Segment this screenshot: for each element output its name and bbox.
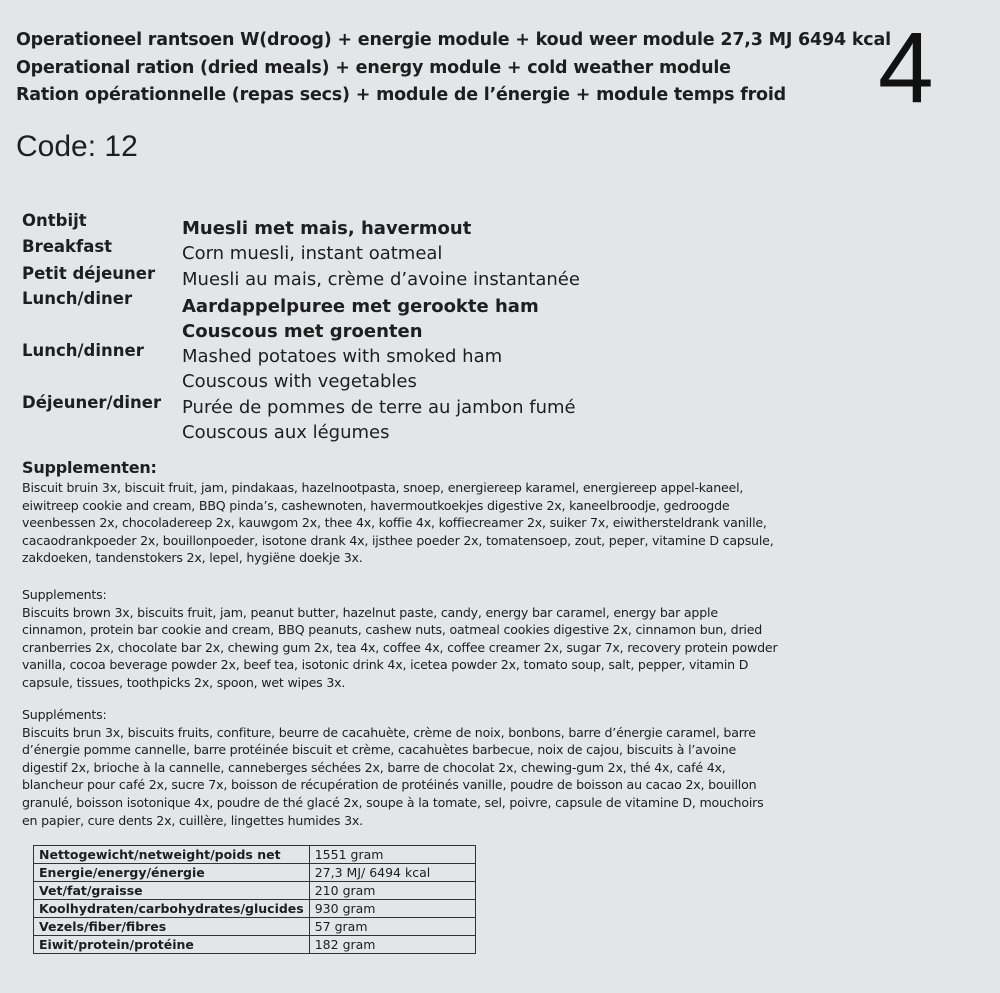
meal-item: Couscous met groenten (182, 321, 423, 342)
title-english: Operational ration (dried meals) + energy module + cold weather module (16, 58, 731, 78)
meal-item: Purée de pommes de terre au jambon fumé (182, 397, 576, 418)
table-row (34, 846, 476, 864)
meal-item: Couscous aux légumes (182, 422, 390, 443)
supplements-heading: Supplements: (22, 587, 107, 602)
table-row (34, 864, 476, 882)
nutrient-value: 210 gram (309, 882, 475, 900)
nutrient-label: Nettogewicht/netweight/poids net (34, 846, 310, 864)
meal-item: Aardappelpuree met gerookte ham (182, 296, 539, 317)
ration-number: 4 (878, 12, 934, 124)
table-row (34, 900, 476, 918)
meal-label: Lunch/dinner (22, 341, 144, 360)
title-dutch: Operationeel rantsoen W(droog) + energie module + koud weer module 27,3 MJ 6494 kcal (16, 30, 891, 50)
table-row (34, 918, 476, 936)
supplements-french (22, 706, 782, 829)
table-row (34, 882, 476, 900)
meal-label: Ontbijt (22, 211, 87, 230)
meal-label: Lunch/diner (22, 289, 133, 308)
meal-label: Déjeuner/diner (22, 393, 162, 412)
nutrient-value: 182 gram (309, 936, 475, 954)
meal-label: Breakfast (22, 237, 113, 256)
nutrient-label: Koolhydraten/carbohydrates/glucides (34, 900, 310, 918)
meal-item: Muesli au mais, crème d’avoine instantanée (182, 269, 580, 290)
supplements-text: Biscuit bruin 3x, biscuit fruit, jam, pindakaas, hazelnootpasta, snoep, energiereep karamel, energiereep appel-kaneel, eiwitreep cookie and cream, BBQ pinda’s, cashewnoten, havermoutkoekjes digestive 2x, kaneelbroodje, gedroogde veenbessen 2x, chocoladereep 2x, kauwgom 2x, thee 4x, koffie 4x, koffiecreamer 2x, suiker 7x, eiwithersteldrank vanille, cacaodrankpoeder 2x, bouillonpoeder, isotone drank 4x, ijsthee poeder 2x, tomatensoep, zout, peper, vitamine D capsule, zakdoeken, tandenstokers 2x, lepel, hygiëne doekje 3x. (22, 480, 774, 566)
title-french: Ration opérationnelle (repas secs) + module de l’énergie + module temps froid (16, 85, 786, 105)
nutrient-value: 27,3 MJ/ 6494 kcal (309, 864, 475, 882)
nutrient-label: Vet/fat/graisse (34, 882, 310, 900)
ration-code: Code: 12 (16, 130, 138, 163)
meal-label: Petit déjeuner (22, 264, 156, 283)
supplements-text: Biscuits brun 3x, biscuits fruits, confiture, beurre de cacahuète, crème de noix, bonbons, barre d’énergie caramel, barre d’énergie pomme cannelle, barre protéinée biscuit et crème, cacahuètes barbecue, noix de cajou, biscuits à l’avoine digestif 2x, brioche à la cannelle, canneberges séchées 2x, barre de chocolat 2x, chewing-gum 2x, thé 4x, café 4x, blancheur pour café 2x, sucre 7x, boisson de récupération de protéinés vanille, poudre de boisson au cacao 2x, bouillon granulé, boisson isotonique 4x, poudre de thé glacé 2x, soupe à la tomate, sel, poivre, capsule de vitamine D, mouchoirs en papier, cure dents 2x, cuillère, lingettes humides 3x. (22, 724, 764, 828)
nutrient-label: Vezels/fiber/fibres (34, 918, 310, 936)
table-row (34, 936, 476, 954)
meal-item: Couscous with vegetables (182, 371, 417, 392)
supplements-english (22, 586, 782, 692)
meal-item: Mashed potatoes with smoked ham (182, 346, 503, 367)
nutrient-label: Energie/energy/énergie (34, 864, 310, 882)
supplements-heading: Supplementen: (22, 458, 157, 477)
nutrient-value: 930 gram (309, 900, 475, 918)
nutrient-value: 57 gram (309, 918, 475, 936)
nutrition-table (33, 845, 476, 954)
supplements-dutch (22, 457, 782, 567)
meal-item: Corn muesli, instant oatmeal (182, 243, 443, 264)
supplements-text: Biscuits brown 3x, biscuits fruit, jam, peanut butter, hazelnut paste, candy, energy bar caramel, energy bar apple cinnamon, protein bar cookie and cream, BBQ peanuts, cashew nuts, oatmeal cookies digestive 2x, cinnamon bun, dried cranberries 2x, chocolate bar 2x, chewing gum 2x, tea 4x, coffee 4x, coffee creamer 2x, sugar 7x, recovery protein powder vanilla, cocoa beverage powder 2x, beef tea, isotonic drink 4x, icetea powder 2x, tomato soup, salt, pepper, vitamin D capsule, tissues, toothpicks 2x, spoon, wet wipes 3x. (22, 604, 778, 690)
nutrient-value: 1551 gram (309, 846, 475, 864)
meal-item: Muesli met mais, havermout (182, 218, 472, 239)
supplements-heading: Suppléments: (22, 707, 107, 722)
nutrient-label: Eiwit/protein/protéine (34, 936, 310, 954)
